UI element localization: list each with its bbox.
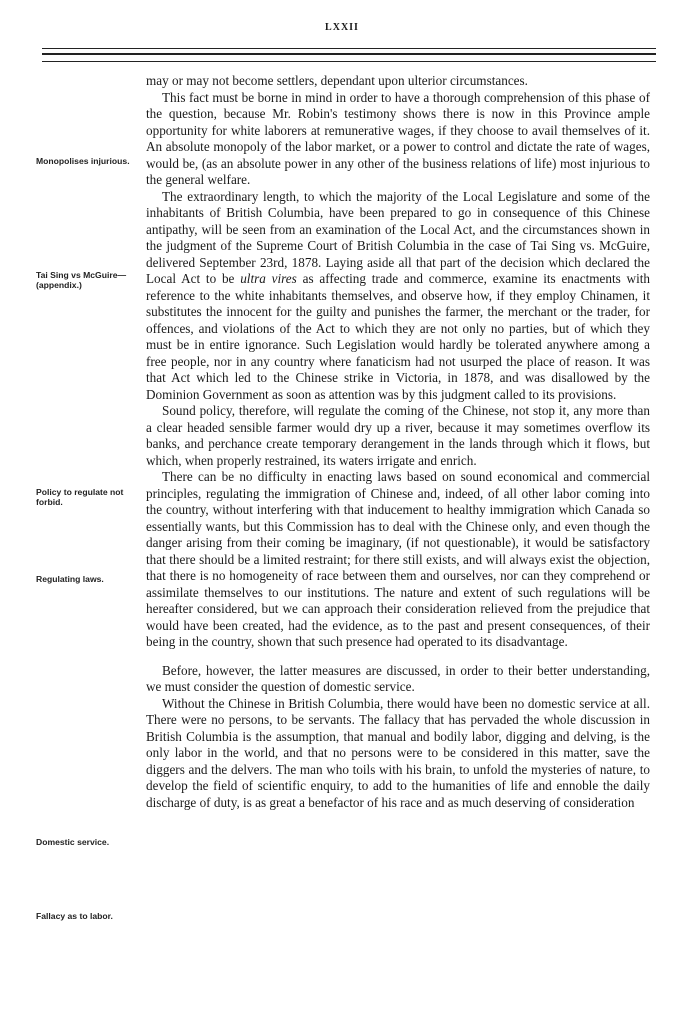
ultra-vires-term: ultra vires: [240, 271, 297, 286]
paragraph-regulating-laws: There can be no difficulty in enacting laws based on sound economical and commercial principles, regulating the immigration of Chinese and, indeed, of all other labor coming into the country, without interfering with that inducement to healthy immigration which Canada so essentially wants, but this Commission has to deal with the Chinese only, and even though the danger arising from their coming be imaginary, (if not questionable), it would be satisfactory that there should be a limited restraint; for there still exists, and will always exist the objection, that there is no homogeneity of race between them and ourselves, nor can they comprehend or assimilate themselves to our institutions. The nature and extent of such regulations will be hereafter considered, but we can approach their consideration relieved from the prejudice that would have been created, had the evidence, as to the past and present consequences, of their being in the country, shown that such presence had operated to its disadvantage.: [146, 469, 650, 649]
margin-note-policy: Policy to regulate not forbid.: [36, 487, 124, 507]
margin-note-tai-sing: Tai Sing vs McGuire—(appendix.): [36, 270, 127, 290]
paragraph-domestic-service-intro: Before, however, the latter measures are discussed, in order to their better understanding, we must consider the question of domestic service.: [146, 662, 650, 694]
paragraph-domestic-service: Without the Chinese in British Columbia, there would have been no domestic service at all. There were no persons, to be servants. The fallacy that has pervaded the whole discussion in British Columbia is the assumption, that manual and bodily labor, digging and delving, is the only labor in the world, and that no persons were to be considered in this matter, save the diggers and the delvers. The man who toils with his brain, to unfold the mysteries of nature, to develop the field of scientific enquiry, to add to the humanities of life and ennoble the daily discharge of duty, is as great a benefactor of his race and as much deserving of consideration: [146, 695, 650, 810]
paragraph-robin-testimony: This fact must be borne in mind in order to have a thorough comprehension of this phase of the question, because Mr. Robin's testimony shows there is now in this Province ample opportunity for white laborers at remunerative wages, if they choose to avail themselves of it. An absolute monopoly of the labor market, or a power to control and dictate the rate of wages, would be, (as an absolute power in any other of the business relations of life) most injurious to the general welfare.: [146, 89, 650, 187]
margin-note-domestic-service: Domestic service.: [36, 837, 110, 847]
local-act-text-a: The extraordinary length, to which the majority of the Local Legislature and some of the inhabitants of British Columbia, have been prepared to go in consequence of this Chinese antipathy, will be seen from an examination of the Local Act, and the circumstances shown in the judgment of the Supreme Court of British Columbia in the case of Tai Sing vs. McGuire, delivered September 23rd, 1878. Laying aside all that part of the decision which declared the Local Act to be: [146, 188, 650, 286]
local-act-text-b: as affecting trade and commerce, examine its enactments with reference to the white inhabitants themselves, and observe how, if they employ Chinamen, it substitutes the innocent for the guilty and punishes the farmer, the merchant or the trader, for offences, and violations of the Act to which they are not only no parties, but of which they must be in entire ignorance. Such Legislation would hardly be tolerated anywhere among a free people, nor in any country where fanaticism had not usurped the place of reason. It was that Act which led to the Chinese strike in Victoria, in 1878, and was disallowed by the Dominion Government as soon as attention was by this judgment called to its provisions.: [146, 271, 651, 402]
page-number-header: LXXII: [325, 22, 359, 33]
header-rule-middle: [42, 53, 656, 55]
header-rule-bottom: [42, 61, 656, 62]
margin-note-monopolies: Monopolises injurious.: [36, 156, 130, 166]
margin-note-fallacy: Fallacy as to labor.: [36, 911, 113, 921]
body-text: [146, 73, 650, 811]
paragraph-continuation: may or may not become settlers, dependant upon ulterior circumstances.: [146, 73, 528, 88]
paragraph-local-act: [146, 189, 650, 404]
header-rule-top: [42, 48, 656, 49]
paragraph-sound-policy: Sound policy, therefore, will regulate the coming of the Chinese, not stop it, any more than a clear headed sensible farmer would dry up a river, because it may sometimes overflow its banks, and perchance create temporary derangement in the lands through which it flows, but which, when properly restrained, its waters irrigate and enrich.: [146, 403, 650, 468]
margin-note-regulating-laws: Regulating laws.: [36, 574, 104, 584]
